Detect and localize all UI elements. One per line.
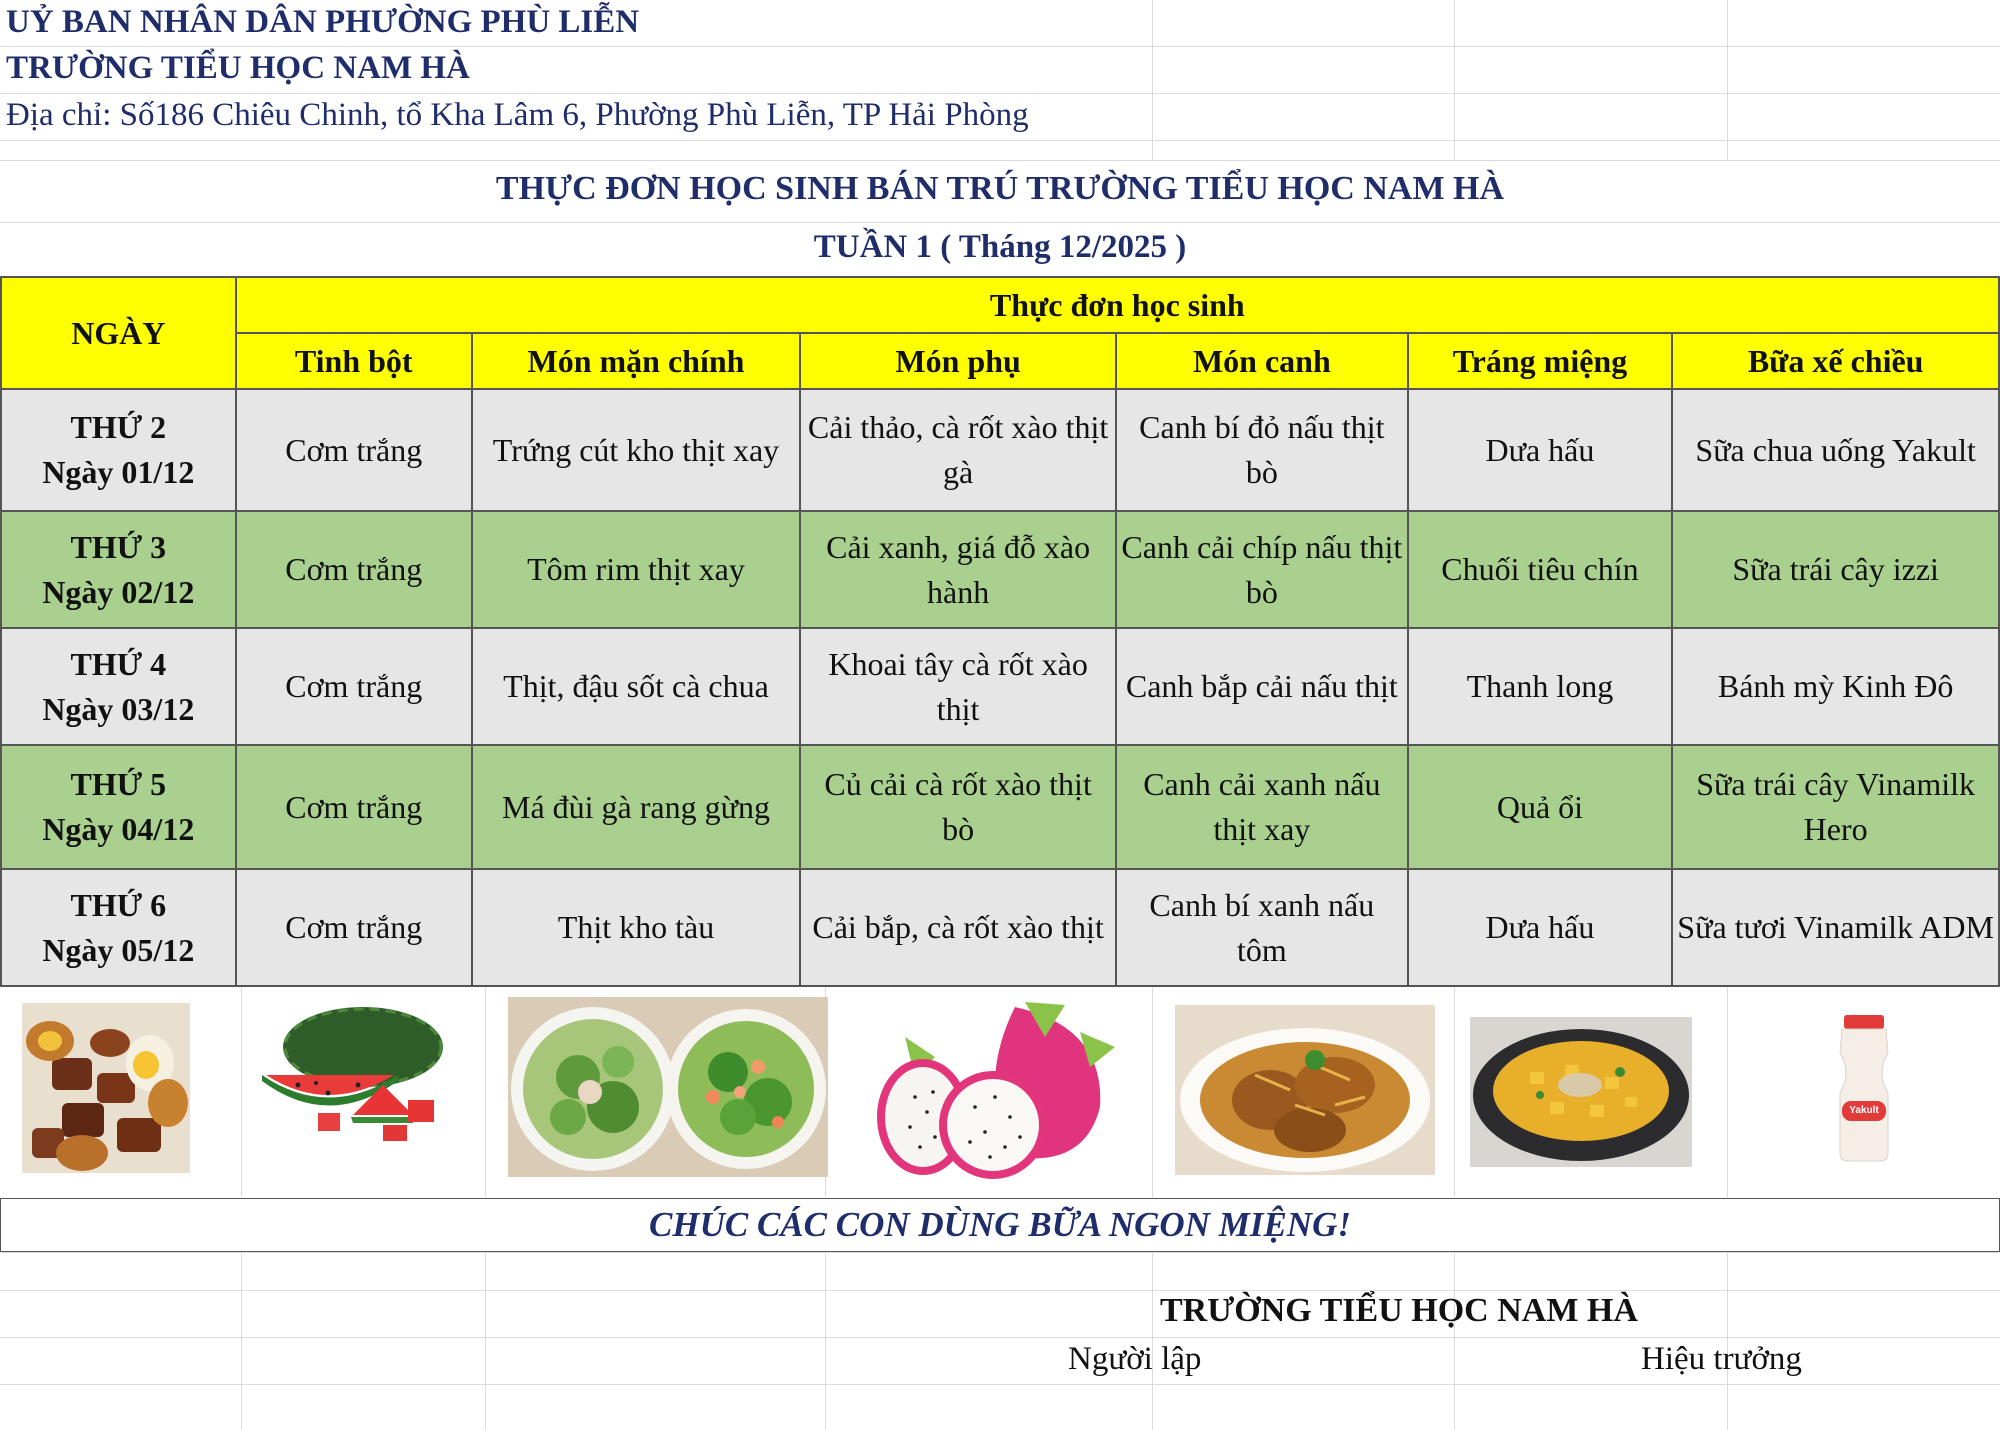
pumpkin-soup-image xyxy=(1470,1017,1692,1167)
date: Ngày 02/12 xyxy=(42,573,195,610)
yakult-label: Yakult xyxy=(1849,1105,1879,1116)
menu-cell: Trứng cút kho thịt xay xyxy=(472,389,800,511)
day-cell xyxy=(1,389,236,511)
menu-group-header: Thực đơn học sinh xyxy=(236,277,1999,333)
menu-cell: Canh bí xanh nấu tôm xyxy=(1116,869,1408,986)
date: Ngày 01/12 xyxy=(42,454,195,490)
watermelon-image xyxy=(258,1005,453,1145)
column-header: Món mặn chính xyxy=(472,333,800,389)
vegetable-soup-image xyxy=(508,997,828,1177)
menu-cell: Bánh mỳ Kinh Đô xyxy=(1672,628,1999,745)
menu-cell: Khoai tây cà rốt xào thịt xyxy=(800,628,1116,745)
day-cell xyxy=(1,511,236,628)
menu-cell: Canh bí đỏ nấu thịt bò xyxy=(1116,389,1408,511)
dragon-fruit-image xyxy=(865,997,1120,1182)
weekday: THỨ 3 xyxy=(70,528,167,565)
menu-table xyxy=(0,276,2000,987)
principal-label: Hiệu trưởng xyxy=(1641,1341,1802,1377)
menu-cell: Củ cải cà rốt xào thịt bò xyxy=(800,745,1116,869)
date: Ngày 04/12 xyxy=(42,811,195,847)
column-header: Tinh bột xyxy=(236,333,472,389)
yakult-bottle-image xyxy=(1830,1013,1898,1163)
braised-pork-eggs-image xyxy=(22,1003,190,1173)
date: Ngày 03/12 xyxy=(42,690,195,727)
weekday: THỨ 6 xyxy=(70,886,167,923)
menu-cell: Sữa tươi Vinamilk ADM xyxy=(1672,869,1999,986)
week-subtitle: TUẦN 1 ( Tháng 12/2025 ) xyxy=(813,229,1187,265)
weekday: THỨ 4 xyxy=(70,645,167,682)
column-header: Món phụ xyxy=(800,333,1116,389)
menu-cell: Thịt, đậu sốt cà chua xyxy=(472,628,800,745)
day-cell xyxy=(1,869,236,986)
menu-cell: Cơm trắng xyxy=(236,745,472,869)
table-row xyxy=(1,389,1999,511)
menu-cell: Tôm rim thịt xay xyxy=(472,511,800,628)
menu-cell: Dưa hấu xyxy=(1408,389,1673,511)
table-row xyxy=(1,628,1999,745)
menu-cell: Canh bắp cải nấu thịt xyxy=(1116,628,1408,745)
committee-name: UỶ BAN NHÂN DÂN PHƯỜNG PHÙ LIỄN xyxy=(6,4,640,40)
footer-school-name: TRƯỜNG TIỂU HỌC NAM HÀ xyxy=(1160,1292,1638,1329)
menu-cell: Dưa hấu xyxy=(1408,869,1673,986)
menu-cell: Sữa trái cây izzi xyxy=(1672,511,1999,628)
column-header: Tráng miệng xyxy=(1408,333,1673,389)
preparer-label: Người lập xyxy=(1068,1341,1202,1377)
menu-cell: Thịt kho tàu xyxy=(472,869,800,986)
table-row xyxy=(1,511,1999,628)
menu-cell: Canh cải xanh nấu thịt xay xyxy=(1116,745,1408,869)
menu-cell: Canh cải chíp nấu thịt bò xyxy=(1116,511,1408,628)
weekday: THỨ 5 xyxy=(70,766,167,802)
school-address: Địa chỉ: Số186 Chiêu Chinh, tổ Kha Lâm 6, Phường Phù Liễn, TP Hải Phòng xyxy=(6,97,1029,133)
day-cell xyxy=(1,745,236,869)
menu-cell: Cơm trắng xyxy=(236,511,472,628)
column-header: Món canh xyxy=(1116,333,1408,389)
school-name: TRƯỜNG TIỂU HỌC NAM HÀ xyxy=(6,50,470,86)
menu-cell: Cơm trắng xyxy=(236,628,472,745)
day-cell xyxy=(1,628,236,745)
closing-wish: CHÚC CÁC CON DÙNG BỮA NGON MIỆNG! xyxy=(0,1198,2000,1252)
menu-cell: Chuối tiêu chín xyxy=(1408,511,1673,628)
menu-cell: Sữa chua uống Yakult xyxy=(1672,389,1999,511)
page-title: THỰC ĐƠN HỌC SINH BÁN TRÚ TRƯỜNG TIỂU HỌC NAM HÀ xyxy=(495,170,1505,207)
menu-cell: Cơm trắng xyxy=(236,869,472,986)
menu-cell: Sữa trái cây Vinamilk Hero xyxy=(1672,745,1999,869)
menu-cell: Cơm trắng xyxy=(236,389,472,511)
date: Ngày 05/12 xyxy=(42,931,195,968)
menu-cell: Quả ổi xyxy=(1408,745,1673,869)
menu-cell: Cải bắp, cà rốt xào thịt xyxy=(800,869,1116,986)
ginger-chicken-image xyxy=(1175,1005,1435,1175)
day-column-header: NGÀY xyxy=(1,277,236,389)
menu-cell: Cải xanh, giá đỗ xào hành xyxy=(800,511,1116,628)
table-row xyxy=(1,745,1999,869)
menu-cell: Cải thảo, cà rốt xào thịt gà xyxy=(800,389,1116,511)
column-header: Bữa xế chiều xyxy=(1672,333,1999,389)
table-row xyxy=(1,869,1999,986)
menu-cell: Thanh long xyxy=(1408,628,1673,745)
weekday: THỨ 2 xyxy=(70,409,167,445)
food-photos xyxy=(0,985,2000,1195)
menu-cell: Má đùi gà rang gừng xyxy=(472,745,800,869)
